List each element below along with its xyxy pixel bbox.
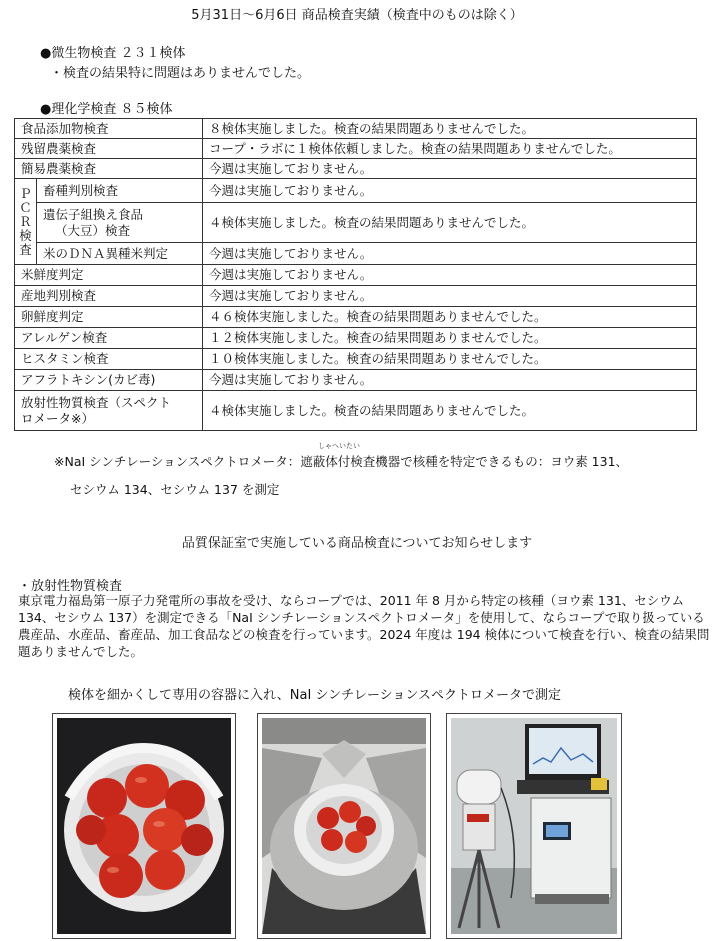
page-title: 5月31日～6月6日 商品検査実績（検査中のものは除く） <box>191 8 523 23</box>
pcr-char: Ｐ <box>19 185 32 201</box>
table-row <box>15 265 697 286</box>
inspection-name: アレルゲン検査 <box>15 328 203 349</box>
inspection-name: 残留農薬検査 <box>15 139 203 159</box>
inspection-name: 米のＤＮＡ異種米判定 <box>37 243 203 265</box>
inspection-result: 今週は実施しておりません。 <box>203 286 697 307</box>
inspection-result: ４検体実施しました。検査の結果問題ありませんでした。 <box>203 203 697 243</box>
table-row <box>15 286 697 307</box>
photo-caption: 検体を細かくして専用の容器に入れ、NaI シンチレーションスペクトロメータで測定 <box>68 688 561 703</box>
inspection-name: アフラトキシン(カビ毒) <box>15 370 203 391</box>
table-row <box>15 307 697 328</box>
info-heading: 品質保証室で実施している商品検査についてお知らせします <box>181 536 533 551</box>
pcr-char: Ｒ <box>19 213 32 229</box>
inspection-name: 畜種判別検査 <box>37 179 203 203</box>
inspection-result: ４６検体実施しました。検査の結果問題ありませんでした。 <box>203 307 697 328</box>
inspection-table <box>14 118 697 431</box>
micro-result: ・検査の結果特に問題はありませんでした。 <box>50 66 311 81</box>
inspection-result: ８検体実施しました。検査の結果問題ありませんでした。 <box>203 119 697 139</box>
pcr-group-label <box>15 179 37 265</box>
footnote-line2: セシウム 134、セシウム 137 を測定 <box>70 482 280 497</box>
table-row <box>15 119 697 139</box>
inspection-name: 簡易農薬検査 <box>15 159 203 179</box>
inspection-name <box>37 203 203 243</box>
inspection-name: 産地判別検査 <box>15 286 203 307</box>
inspection-result: 今週は実施しておりません。 <box>203 179 697 203</box>
spectrometer-image <box>451 718 617 934</box>
table-row <box>15 203 697 243</box>
inspection-result: 今週は実施しておりません。 <box>203 265 697 286</box>
pcr-char: 検 <box>19 227 32 243</box>
inspection-name-line: （大豆）検査 <box>55 222 131 238</box>
inspection-result: 今週は実施しておりません。 <box>203 159 697 179</box>
inspection-result: コープ・ラボに１検体依頼しました。検査の結果問題ありませんでした。 <box>203 139 697 159</box>
inspection-result: ４検体実施しました。検査の結果問題ありませんでした。 <box>203 391 697 431</box>
inspection-name-line: 遺伝子組換え食品 <box>43 206 144 222</box>
inspection-result: １０検体実施しました。検査の結果問題ありませんでした。 <box>203 349 697 370</box>
table-row <box>15 159 697 179</box>
table-row <box>15 243 697 265</box>
inspection-name: ヒスタミン検査 <box>15 349 203 370</box>
inspection-name-line: ロメータ※） <box>21 410 94 426</box>
inspection-result: 今週は実施しておりません。 <box>203 243 697 265</box>
ruby-annotation: しゃへいたい <box>318 442 360 450</box>
inspection-name: 米鮮度判定 <box>15 265 203 286</box>
pcr-char: 査 <box>19 241 32 257</box>
inspection-name: 卵鮮度判定 <box>15 307 203 328</box>
tomatoes-image <box>57 718 231 934</box>
micro-heading: ●微生物検査 ２３１検体 <box>40 46 186 61</box>
photo-spectrometer <box>446 713 622 939</box>
table-row <box>15 391 697 431</box>
photo-tomatoes <box>52 713 236 939</box>
table-row <box>15 349 697 370</box>
inspection-result: 今週は実施しておりません。 <box>203 370 697 391</box>
pcr-char: Ｃ <box>19 199 32 215</box>
inspection-name-line: 放射性物質検査（スペクト <box>21 394 172 410</box>
inspection-name <box>15 391 203 431</box>
photo-detector <box>257 713 431 939</box>
table-row <box>15 179 697 203</box>
inspection-result: １２検体実施しました。検査の結果問題ありませんでした。 <box>203 328 697 349</box>
footnote-line1: ※NaI シンチレーションスペクトロメータ：遮蔽体付検査機器で核種を特定できるもの：ヨウ素 131、 <box>54 454 629 469</box>
table-row <box>15 370 697 391</box>
radiation-paragraph: 東京電力福島第一原子力発電所の事故を受け、ならコープでは、2011 年 8 月から特定の核種（ヨウ素 131、セシウム 134、セシウム 137）を測定できる「NaI シンチレーションスペクトロメータ」を使用して、ならコープで取り扱っている農産品、水産品、畜産品、加工食品などの検査を行っています。2024 年度は 194 検体について検査を行い、検査の結果問題ありませんでした。 <box>18 593 710 659</box>
inspection-name: 食品添加物検査 <box>15 119 203 139</box>
radiation-bullet: ・放射性物質検査 <box>18 579 123 594</box>
table-row <box>15 139 697 159</box>
detector-image <box>262 718 426 934</box>
table-row <box>15 328 697 349</box>
physchem-heading: ●理化学検査 ８５検体 <box>40 102 173 117</box>
